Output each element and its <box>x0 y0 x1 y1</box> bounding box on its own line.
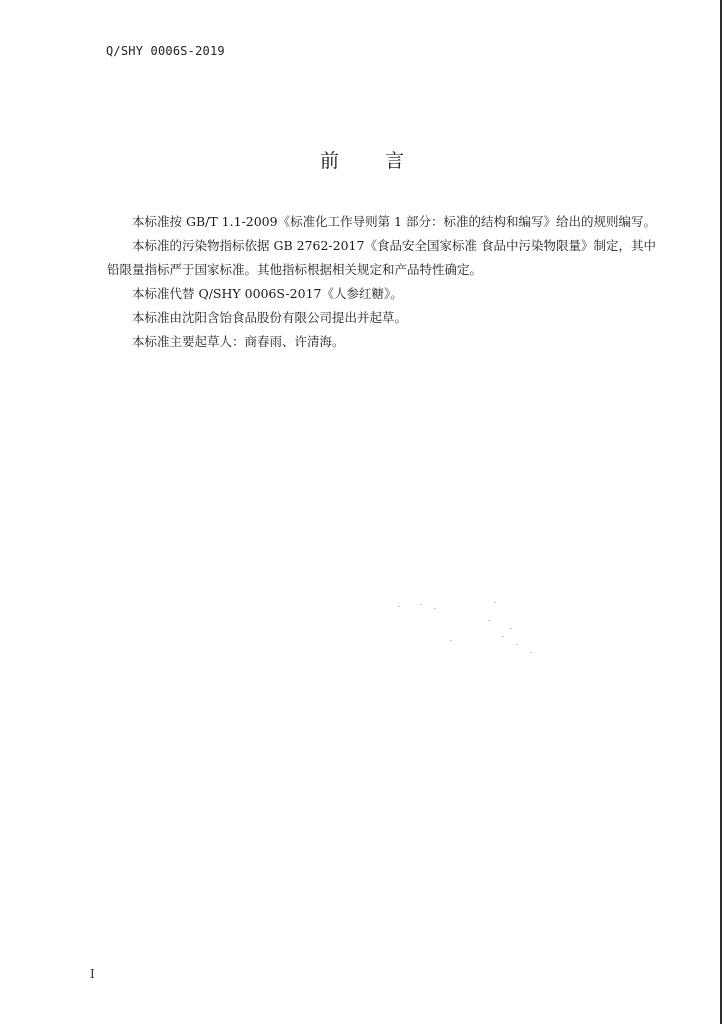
paragraph-3: 本标准代替 Q/SHY 0006S-2017《人参红糖》。 <box>132 286 403 301</box>
page-number: I <box>90 967 95 981</box>
paragraph-4: 本标准由沈阳含饴食品股份有限公司提出并起草。 <box>132 310 408 325</box>
standard-code-header: Q/SHY 0006S-2019 <box>106 44 225 58</box>
foreword-body <box>107 210 665 354</box>
scan-specks <box>390 600 550 670</box>
page-title <box>0 146 724 173</box>
paragraph-1: 本标准按 GB/T 1.1-2009《标准化工作导则第 1 部分：标准的结构和编写》给出的规则编写。 <box>132 214 656 229</box>
title-char-2: 言 <box>385 150 405 172</box>
title-char-1: 前 <box>319 150 339 172</box>
paragraph-2: 本标准的污染物指标依据 GB 2762-2017《食品安全国家标准 食品中污染物限量》制定，其中铅限量指标严于国家标准。其他指标根据相关规定和产品特性确定。 <box>107 238 656 277</box>
paragraph-5: 本标准主要起草人：商春雨、许清海。 <box>132 334 345 349</box>
